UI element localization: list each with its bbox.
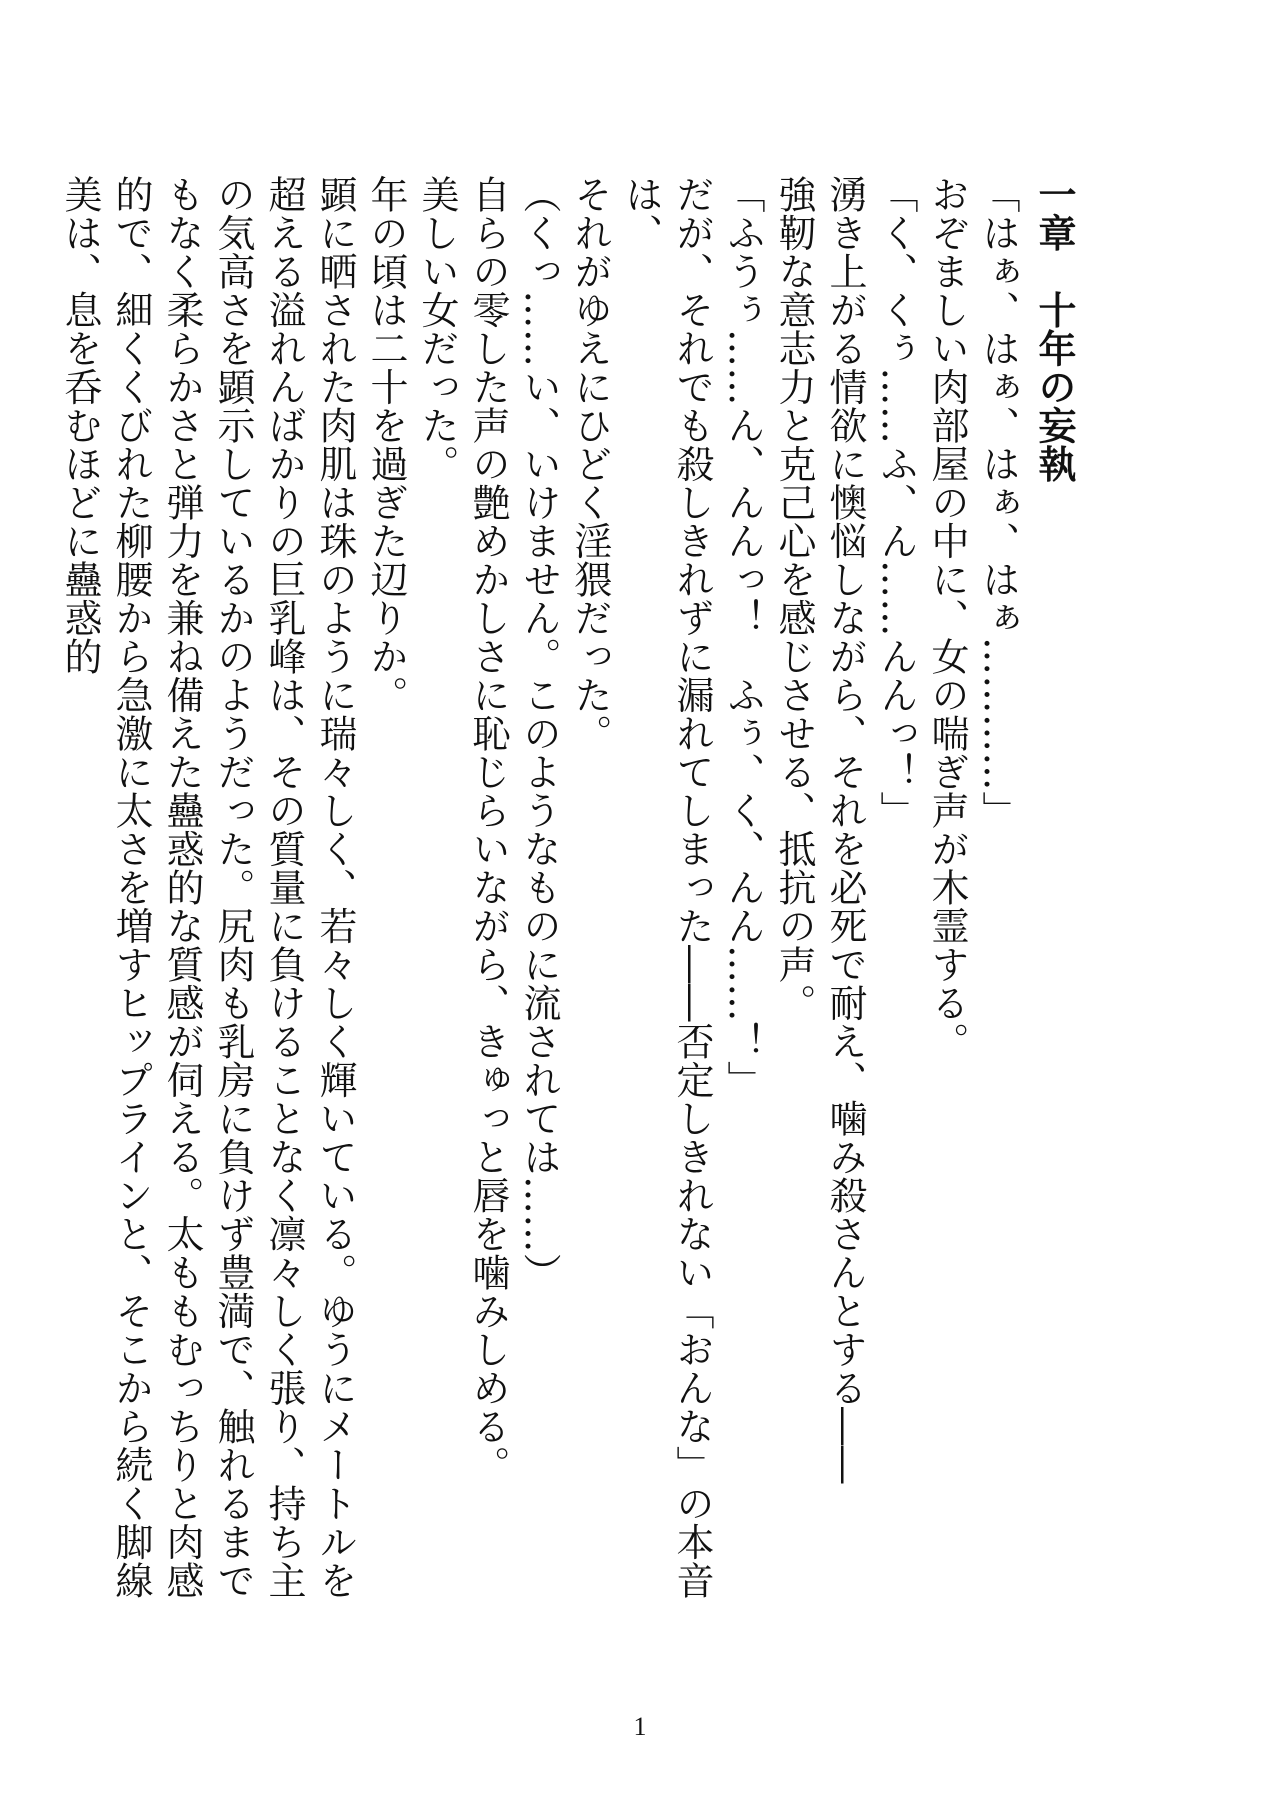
paragraph: 自らの零した声の艶めかしさに恥じらいながら、きゅっと唇を噛みしめる。 [466, 175, 510, 1484]
paragraph: 美しい女だった。 [415, 175, 459, 483]
paragraph: 強靭な意志力と克己心を感じさせる、抵抗の声。 [772, 175, 816, 1022]
paragraph: 「ふうぅ……ん、んんっ！ ふぅ、く、んん……！」 [721, 175, 765, 1099]
paragraph: 「く、くぅ……ふ、ん……んんっ！」 [874, 175, 918, 830]
paragraph: 年の頃は二十を過ぎた辺りか。 [364, 175, 408, 714]
page-number: 1 [633, 1712, 647, 1741]
paragraph: （くっ……い、いけません。このようなものに流されては……） [517, 175, 561, 1292]
paragraph: 顕に晒された肉肌は珠のように瑞々しく、若々しく輝いている。ゆうにメートルを超える溢れんばかりの巨乳峰は、その質量に負けることなく凛々しく張り、持ち主の気高さを顕示しているかのようだった。尻肉も乳房に負けず豊満で、触れるまでもなく柔らかさと弾力を兼ね備えた蠱惑的な質感が伺える。太ももむっちりと肉感的で、細くくびれた柳腰から急激に太さを増すヒップラインと、そこから続く脚線美は、息を呑むほどに蠱惑的 [58, 175, 357, 1600]
chapter-title: 一章 十年の妄執 [1032, 175, 1077, 483]
paragraph: だが、それでも殺しきれずに漏れてしまった――否定しきれない「おんな」の本音は、 [619, 175, 714, 1600]
vertical-text-body [54, 175, 1080, 1625]
paragraph: 「はぁ、はぁ、はぁ、はぁ…………」 [976, 175, 1020, 830]
paragraph: 湧き上がる情欲に懊悩しながら、それを必死で耐え、噛み殺さんとする―― [823, 175, 867, 1484]
paragraph: おぞましい肉部屋の中に、女の喘ぎ声が木霊する。 [925, 175, 969, 1061]
paragraph: それがゆえにひどく淫猥だった。 [568, 175, 612, 753]
